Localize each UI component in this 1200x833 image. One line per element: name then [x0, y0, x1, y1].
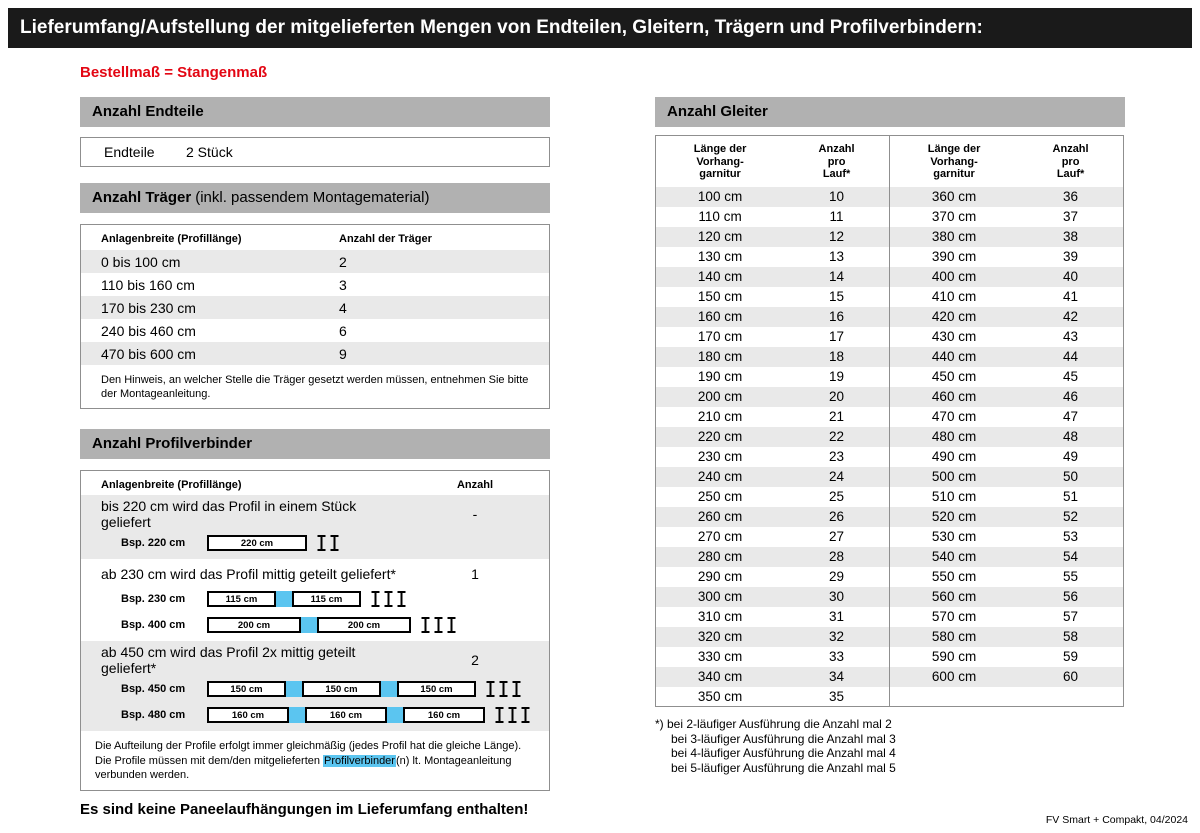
table-row	[890, 247, 1123, 267]
profile-example-row	[81, 676, 549, 702]
gleiter-count-cell: 42	[1063, 309, 1079, 324]
gleiter-length-cell: 430 cm	[931, 329, 977, 344]
traeger-range-cell: 170 bis 230 cm	[101, 299, 196, 316]
traeger-count-cell: 2	[339, 253, 347, 270]
endteile-label: Endteile	[104, 144, 155, 160]
table-row	[656, 587, 889, 607]
profile-segment: 150 cm	[207, 681, 286, 697]
gleiter-length-cell: 320 cm	[697, 629, 743, 644]
profilverbinder-table	[80, 470, 550, 791]
gleiter-count-cell: 45	[1063, 369, 1079, 384]
traeger-icon	[520, 706, 531, 724]
table-row	[890, 607, 1123, 627]
gleiter-length-cell: 260 cm	[697, 509, 743, 524]
pv-sections	[81, 495, 549, 731]
gleiter-length-cell: 420 cm	[931, 309, 977, 324]
profilverbinder-table-header	[81, 471, 549, 495]
pv-col-header-anzahl: Anzahl	[456, 479, 494, 491]
traeger-col-header-breite: Anlagenbreite (Profillänge)	[101, 233, 242, 245]
gleiter-length-cell: 200 cm	[697, 389, 743, 404]
table-row	[890, 627, 1123, 647]
profilverbinder-section-header: Anzahl Profilverbinder	[80, 429, 550, 459]
gleiter-count-cell: 60	[1063, 669, 1079, 684]
gleiter-length-cell: 220 cm	[697, 429, 743, 444]
gleiter-count-cell: 58	[1063, 629, 1079, 644]
traeger-table	[80, 224, 550, 409]
footnote-line: bei 4-läufiger Ausführung die Anzahl mal 4	[671, 746, 896, 760]
profile-anzahl-value: -	[472, 506, 478, 522]
traeger-icons	[494, 706, 531, 724]
profile-segment: 160 cm	[403, 707, 485, 723]
profile-segment: 150 cm	[397, 681, 476, 697]
gleiter-count-cell: 24	[829, 469, 845, 484]
gleiter-count-cell: 38	[1063, 229, 1079, 244]
gleiter-count-cell: 37	[1063, 209, 1079, 224]
profile-bar	[207, 591, 361, 607]
gleiter-length-cell: 170 cm	[697, 329, 743, 344]
right-column	[655, 97, 1125, 775]
gleiter-section-header: Anzahl Gleiter	[655, 97, 1125, 127]
gleiter-length-cell: 560 cm	[931, 589, 977, 604]
traeger-rows	[81, 250, 549, 365]
gleiter-count-cell: 55	[1063, 569, 1079, 584]
table-row	[890, 447, 1123, 467]
gleiter-length-cell: 210 cm	[697, 409, 743, 424]
profile-segment: 200 cm	[207, 617, 301, 633]
gleiter-count-cell: 39	[1063, 249, 1079, 264]
traeger-range-cell: 110 bis 160 cm	[101, 276, 195, 293]
gleiter-count-cell: 53	[1063, 529, 1079, 544]
profile-bar	[207, 617, 411, 633]
endteile-box	[80, 137, 550, 167]
table-row	[890, 667, 1123, 687]
profile-example-row	[81, 586, 549, 612]
traeger-icon	[507, 706, 518, 724]
gleiter-count-cell: 18	[829, 349, 845, 364]
table-row	[890, 487, 1123, 507]
gleiter-count-cell: 27	[829, 529, 845, 544]
profile-rule-text: bis 220 cm wird das Profil in einem Stück geliefert	[101, 498, 357, 530]
table-row	[890, 367, 1123, 387]
gleiter-count-cell: 26	[829, 509, 845, 524]
gleiter-length-cell: 600 cm	[931, 669, 977, 684]
example-label: Bsp. 400 cm	[121, 619, 186, 631]
traeger-icon	[485, 680, 496, 698]
traeger-icon	[370, 590, 381, 608]
gleiter-col-header-anzahl: Anzahl pro Lauf*	[1052, 143, 1089, 180]
table-row	[890, 587, 1123, 607]
gleiter-length-cell: 520 cm	[931, 509, 977, 524]
profile-section	[81, 641, 549, 731]
gleiter-length-cell: 470 cm	[931, 409, 977, 424]
gleiter-length-cell: 190 cm	[697, 369, 743, 384]
gleiter-length-cell: 390 cm	[931, 249, 977, 264]
traeger-count-cell: 4	[339, 299, 347, 316]
table-row	[656, 507, 889, 527]
gleiter-length-cell: 350 cm	[697, 689, 743, 704]
gleiter-length-cell: 240 cm	[697, 469, 743, 484]
gleiter-length-cell: 140 cm	[697, 269, 743, 284]
table-row	[656, 447, 889, 467]
page-footer: FV Smart + Compakt, 04/2024	[1045, 814, 1188, 826]
profile-example-row	[81, 612, 549, 638]
profile-rule-row	[81, 498, 549, 530]
gleiter-count-cell: 46	[1063, 389, 1079, 404]
traeger-count-cell: 6	[339, 322, 347, 339]
gleiter-count-cell: 20	[829, 389, 845, 404]
gleiter-count-cell: 47	[1063, 409, 1079, 424]
table-row	[656, 227, 889, 247]
traeger-icon	[383, 590, 394, 608]
page-title-bar	[8, 8, 1192, 48]
gleiter-length-cell: 540 cm	[931, 549, 977, 564]
gleiter-length-cell: 550 cm	[931, 569, 977, 584]
profile-bar	[207, 535, 307, 551]
gleiter-count-cell: 10	[829, 189, 845, 204]
gleiter-length-cell: 460 cm	[931, 389, 977, 404]
table-row	[656, 487, 889, 507]
table-row	[656, 187, 889, 207]
gleiter-length-cell: 480 cm	[931, 429, 977, 444]
gleiter-count-cell: 54	[1063, 549, 1079, 564]
table-row	[890, 267, 1123, 287]
gleiter-count-cell: 57	[1063, 609, 1079, 624]
table-row	[81, 250, 549, 273]
gleiter-length-cell: 230 cm	[697, 449, 743, 464]
profile-connector	[381, 681, 397, 697]
profile-connector	[289, 707, 305, 723]
table-row	[656, 427, 889, 447]
table-row	[656, 207, 889, 227]
gleiter-count-cell: 34	[829, 669, 845, 684]
table-row	[890, 407, 1123, 427]
traeger-range-cell: 0 bis 100 cm	[101, 253, 181, 270]
table-row	[890, 327, 1123, 347]
gleiter-table-1-header	[656, 136, 889, 187]
profile-example-row	[81, 702, 549, 728]
gleiter-count-cell: 48	[1063, 429, 1079, 444]
gleiter-length-cell: 360 cm	[931, 189, 977, 204]
traeger-section-header	[80, 183, 550, 213]
table-row	[890, 567, 1123, 587]
gleiter-length-cell: 290 cm	[697, 569, 743, 584]
traeger-icon	[329, 534, 340, 552]
traeger-count-cell: 3	[339, 276, 347, 293]
gleiter-tables	[655, 135, 1125, 707]
profile-segment: 115 cm	[207, 591, 276, 607]
traeger-range-cell: 240 bis 460 cm	[101, 322, 196, 339]
pv-note-after: (n) lt. Montageanleitung verbunden werden.	[95, 754, 512, 781]
gleiter-table-1	[655, 135, 890, 707]
gleiter-length-cell: 410 cm	[931, 289, 977, 304]
table-row	[81, 273, 549, 296]
gleiter-count-cell: 51	[1063, 489, 1079, 504]
profile-segment: 220 cm	[207, 535, 307, 551]
gleiter-count-cell: 52	[1063, 509, 1079, 524]
footnote-line: bei 3-läufiger Ausführung die Anzahl mal 3	[671, 731, 896, 746]
table-row	[656, 607, 889, 627]
gleiter-col-header-laenge: Länge der Vorhang- garnitur	[693, 143, 747, 180]
gleiter-length-cell: 570 cm	[931, 609, 977, 624]
profile-example-row	[81, 530, 549, 556]
profile-rule-row	[81, 644, 549, 676]
table-row	[656, 407, 889, 427]
profilverbinder-highlight: Profilverbinder	[324, 754, 395, 767]
table-row	[656, 327, 889, 347]
traeger-icon	[396, 590, 407, 608]
gleiter-length-cell: 330 cm	[697, 649, 743, 664]
table-row	[890, 467, 1123, 487]
pv-note-before: Die Aufteilung der Profile erfolgt immer gleichmäßig (jedes Profil hat die gleiche Länge). Die Profile müssen mit dem/den mitgelieferten	[95, 740, 522, 767]
example-label: Bsp. 450 cm	[121, 683, 186, 695]
gleiter-count-cell: 16	[829, 309, 845, 324]
gleiter-length-cell: 370 cm	[931, 209, 977, 224]
traeger-icon	[498, 680, 509, 698]
gleiter-length-cell: 440 cm	[931, 349, 977, 364]
gleiter-count-cell: 33	[829, 649, 845, 664]
table-row	[890, 207, 1123, 227]
example-label: Bsp. 480 cm	[121, 709, 186, 721]
traeger-note: Den Hinweis, an welcher Stelle die Träger gesetzt werden müssen, entnehmen Sie bitte der Montageanleitung.	[101, 374, 529, 400]
table-row	[656, 467, 889, 487]
page-title: Lieferumfang/Aufstellung der mitgelieferten Mengen von Endteilen, Gleitern, Trägern und Profilverbindern:	[20, 17, 983, 38]
gleiter-length-cell: 510 cm	[931, 489, 977, 504]
gleiter-count-cell: 43	[1063, 329, 1079, 344]
gleiter-table-2-header	[890, 136, 1123, 187]
table-row	[656, 647, 889, 667]
profile-segment: 160 cm	[207, 707, 289, 723]
table-row	[656, 527, 889, 547]
gleiter-count-cell: 41	[1063, 289, 1079, 304]
gleiter-count-cell: 23	[829, 449, 845, 464]
gleiter-count-cell: 21	[829, 409, 845, 424]
gleiter-count-cell: 13	[829, 249, 845, 264]
gleiter-length-cell: 500 cm	[931, 469, 977, 484]
gleiter-count-cell: 56	[1063, 589, 1079, 604]
gleiter-count-cell: 30	[829, 589, 845, 604]
profile-section	[81, 559, 549, 641]
gleiter-length-cell: 130 cm	[697, 249, 743, 264]
table-row	[81, 319, 549, 342]
profile-anzahl-value: 1	[471, 566, 479, 582]
endteile-section-header: Anzahl Endteile	[80, 97, 550, 127]
gleiter-table-2-rows	[890, 187, 1123, 687]
gleiter-length-cell: 160 cm	[697, 309, 743, 324]
table-row	[656, 267, 889, 287]
gleiter-length-cell: 100 cm	[697, 189, 743, 204]
gleiter-count-cell: 19	[829, 369, 845, 384]
gleiter-length-cell: 280 cm	[697, 549, 743, 564]
gleiter-count-cell: 15	[829, 289, 845, 304]
footnote-line: bei 5-läufiger Ausführung die Anzahl mal 5	[671, 760, 896, 775]
profile-rule-text: ab 230 cm wird das Profil mittig geteilt geliefert*	[101, 566, 396, 582]
profile-connector	[286, 681, 302, 697]
traeger-range-cell: 470 bis 600 cm	[101, 345, 196, 362]
table-row	[656, 387, 889, 407]
gleiter-length-cell: 450 cm	[931, 369, 977, 384]
example-label: Bsp. 230 cm	[121, 593, 186, 605]
traeger-col-header-anzahl: Anzahl der Träger	[339, 233, 432, 245]
table-row	[656, 247, 889, 267]
traeger-icon	[494, 706, 505, 724]
subtitle: Bestellmaß = Stangenmaß	[80, 64, 268, 81]
profile-bar	[207, 681, 476, 697]
gleiter-count-cell: 28	[829, 549, 845, 564]
table-row	[656, 547, 889, 567]
table-row	[890, 387, 1123, 407]
table-row	[890, 547, 1123, 567]
gleiter-count-cell: 49	[1063, 449, 1079, 464]
endteile-value: 2 Stück	[186, 144, 233, 160]
gleiter-count-cell: 22	[829, 429, 845, 444]
gleiter-count-cell: 50	[1063, 469, 1079, 484]
pv-col-header-breite: Anlagenbreite (Profillänge)	[101, 479, 242, 491]
example-label: Bsp. 220 cm	[121, 537, 186, 549]
profile-connector	[276, 591, 292, 607]
gleiter-length-cell: 270 cm	[697, 529, 743, 544]
table-row	[890, 347, 1123, 367]
profile-connector	[387, 707, 403, 723]
gleiter-count-cell: 14	[829, 269, 845, 284]
gleiter-table-2	[889, 135, 1124, 707]
footnote-line: *) bei 2-läufiger Ausführung die Anzahl mal 2	[655, 717, 892, 731]
table-row	[890, 647, 1123, 667]
gleiter-count-cell: 36	[1063, 189, 1079, 204]
traeger-icon	[511, 680, 522, 698]
traeger-icon	[420, 616, 431, 634]
gleiter-length-cell: 150 cm	[697, 289, 743, 304]
profile-segment: 115 cm	[292, 591, 361, 607]
table-row	[890, 187, 1123, 207]
table-row	[890, 307, 1123, 327]
gleiter-count-cell: 29	[829, 569, 845, 584]
profile-bar	[207, 707, 485, 723]
gleiter-col-header-anzahl: Anzahl pro Lauf*	[818, 143, 855, 180]
traeger-header-note: (inkl. passendem Montagematerial)	[195, 189, 430, 206]
table-row	[656, 287, 889, 307]
gleiter-length-cell: 580 cm	[931, 629, 977, 644]
table-row	[890, 287, 1123, 307]
table-row	[656, 687, 889, 707]
paneel-note: Es sind keine Paneelaufhängungen im Lieferumfang enthalten!	[80, 800, 529, 818]
table-row	[890, 427, 1123, 447]
table-row	[656, 667, 889, 687]
traeger-icons	[316, 534, 340, 552]
traeger-header-bold: Anzahl Träger	[92, 189, 192, 206]
gleiter-count-cell: 25	[829, 489, 845, 504]
traeger-icons	[485, 680, 522, 698]
gleiter-length-cell: 310 cm	[697, 609, 743, 624]
gleiter-length-cell: 380 cm	[931, 229, 977, 244]
gleiter-length-cell: 340 cm	[697, 669, 743, 684]
gleiter-count-cell: 31	[829, 609, 845, 624]
traeger-count-cell: 9	[339, 345, 347, 362]
gleiter-count-cell: 17	[829, 329, 845, 344]
gleiter-length-cell: 590 cm	[931, 649, 977, 664]
table-row	[890, 527, 1123, 547]
gleiter-length-cell: 490 cm	[931, 449, 977, 464]
table-row	[890, 227, 1123, 247]
gleiter-length-cell: 250 cm	[697, 489, 743, 504]
gleiter-count-cell: 44	[1063, 349, 1079, 364]
left-column	[80, 97, 550, 818]
gleiter-footnotes	[655, 717, 1125, 775]
profile-segment: 200 cm	[317, 617, 411, 633]
gleiter-count-cell: 11	[829, 209, 844, 224]
profile-anzahl-value: 2	[471, 652, 479, 668]
gleiter-count-cell: 59	[1063, 649, 1079, 664]
table-row	[656, 347, 889, 367]
traeger-icon	[446, 616, 457, 634]
gleiter-count-cell: 12	[829, 229, 845, 244]
gleiter-count-cell: 35	[829, 689, 845, 704]
gleiter-table-1-rows	[656, 187, 889, 707]
profile-rule-row	[81, 562, 549, 586]
traeger-icon	[316, 534, 327, 552]
gleiter-length-cell: 530 cm	[931, 529, 977, 544]
traeger-table-header	[81, 225, 549, 250]
gleiter-length-cell: 400 cm	[931, 269, 977, 284]
table-row	[890, 507, 1123, 527]
table-row	[656, 367, 889, 387]
table-row	[656, 307, 889, 327]
gleiter-count-cell: 40	[1063, 269, 1079, 284]
profile-segment: 160 cm	[305, 707, 387, 723]
profile-section	[81, 495, 549, 559]
profile-connector	[301, 617, 317, 633]
table-row	[656, 627, 889, 647]
gleiter-length-cell: 120 cm	[697, 229, 743, 244]
gleiter-length-cell: 110 cm	[698, 209, 742, 224]
profilverbinder-note	[81, 731, 549, 790]
table-row	[656, 567, 889, 587]
gleiter-count-cell: 32	[829, 629, 845, 644]
traeger-icons	[420, 616, 457, 634]
profile-segment: 150 cm	[302, 681, 381, 697]
table-row	[81, 296, 549, 319]
traeger-icon	[433, 616, 444, 634]
table-row	[81, 342, 549, 365]
gleiter-length-cell: 300 cm	[697, 589, 743, 604]
profile-rule-text: ab 450 cm wird das Profil 2x mittig geteilt geliefert*	[101, 644, 356, 676]
traeger-icons	[370, 590, 407, 608]
gleiter-length-cell: 180 cm	[697, 349, 743, 364]
gleiter-col-header-laenge: Länge der Vorhang- garnitur	[927, 143, 981, 180]
